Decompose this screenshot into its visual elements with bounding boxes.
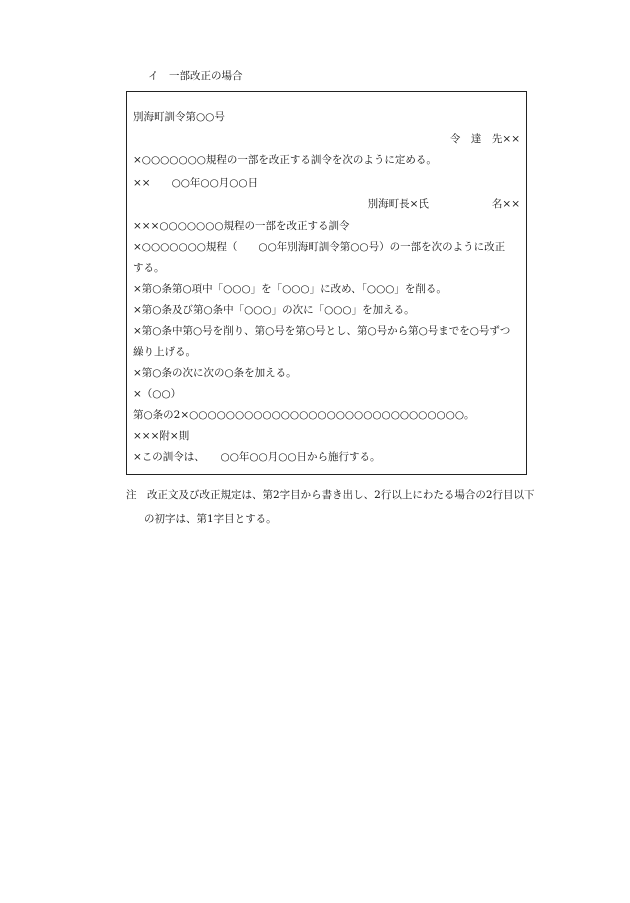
amendment-item-3-cont: 繰り上げる。 <box>133 346 196 358</box>
note-line-2: の初字は、第1字目とする。 <box>144 513 277 525</box>
amendment-item-1: ×第○条第○項中「○○○」を「○○○」に改め、「○○○」を削る。 <box>133 283 447 295</box>
enactment-sentence: ×○○○○○○○規程の一部を改正する訓令を次のように定める。 <box>133 154 437 166</box>
effective-date-clause: ×この訓令は、 ○○年○○月○○日から施行する。 <box>133 451 381 463</box>
amendment-item-2: ×第○条及び第○条中「○○○」の次に「○○○」を加える。 <box>133 304 415 316</box>
recipient-line: 令 達 先×× <box>449 133 520 145</box>
instruction-number: 別海町訓令第○○号 <box>133 111 225 123</box>
note-line-1: 注 改正文及び改正規定は、第2字目から書き出し、2行以上にわたる場合の2行目以下 <box>126 489 535 501</box>
amendment-item-4: ×第○条の次に次の○条を加える。 <box>133 367 297 379</box>
article-text: 第○条の2×○○○○○○○○○○○○○○○○○○○○○○○○○○○○○○。 <box>133 409 475 421</box>
instruction-title: ×××○○○○○○○規程の一部を改正する訓令 <box>133 220 350 232</box>
mayor-signature-line: 別海町長×氏 名×× <box>367 198 520 210</box>
section-heading: イ 一部改正の場合 <box>148 70 243 82</box>
supplementary-heading: ×××附×則 <box>133 430 190 442</box>
form-template-box <box>126 91 527 475</box>
article-caption: ×（○○） <box>133 388 182 400</box>
amendment-preamble-cont: する。 <box>133 262 165 274</box>
amendment-preamble: ×○○○○○○○規程（ ○○年別海町訓令第○○号）の一部を次のように改正 <box>133 241 506 253</box>
amendment-item-3: ×第○条中第○号を削り、第○号を第○号とし、第○号から第○号までを○号ずつ <box>133 325 511 337</box>
date-line: ×× ○○年○○月○○日 <box>133 177 259 189</box>
